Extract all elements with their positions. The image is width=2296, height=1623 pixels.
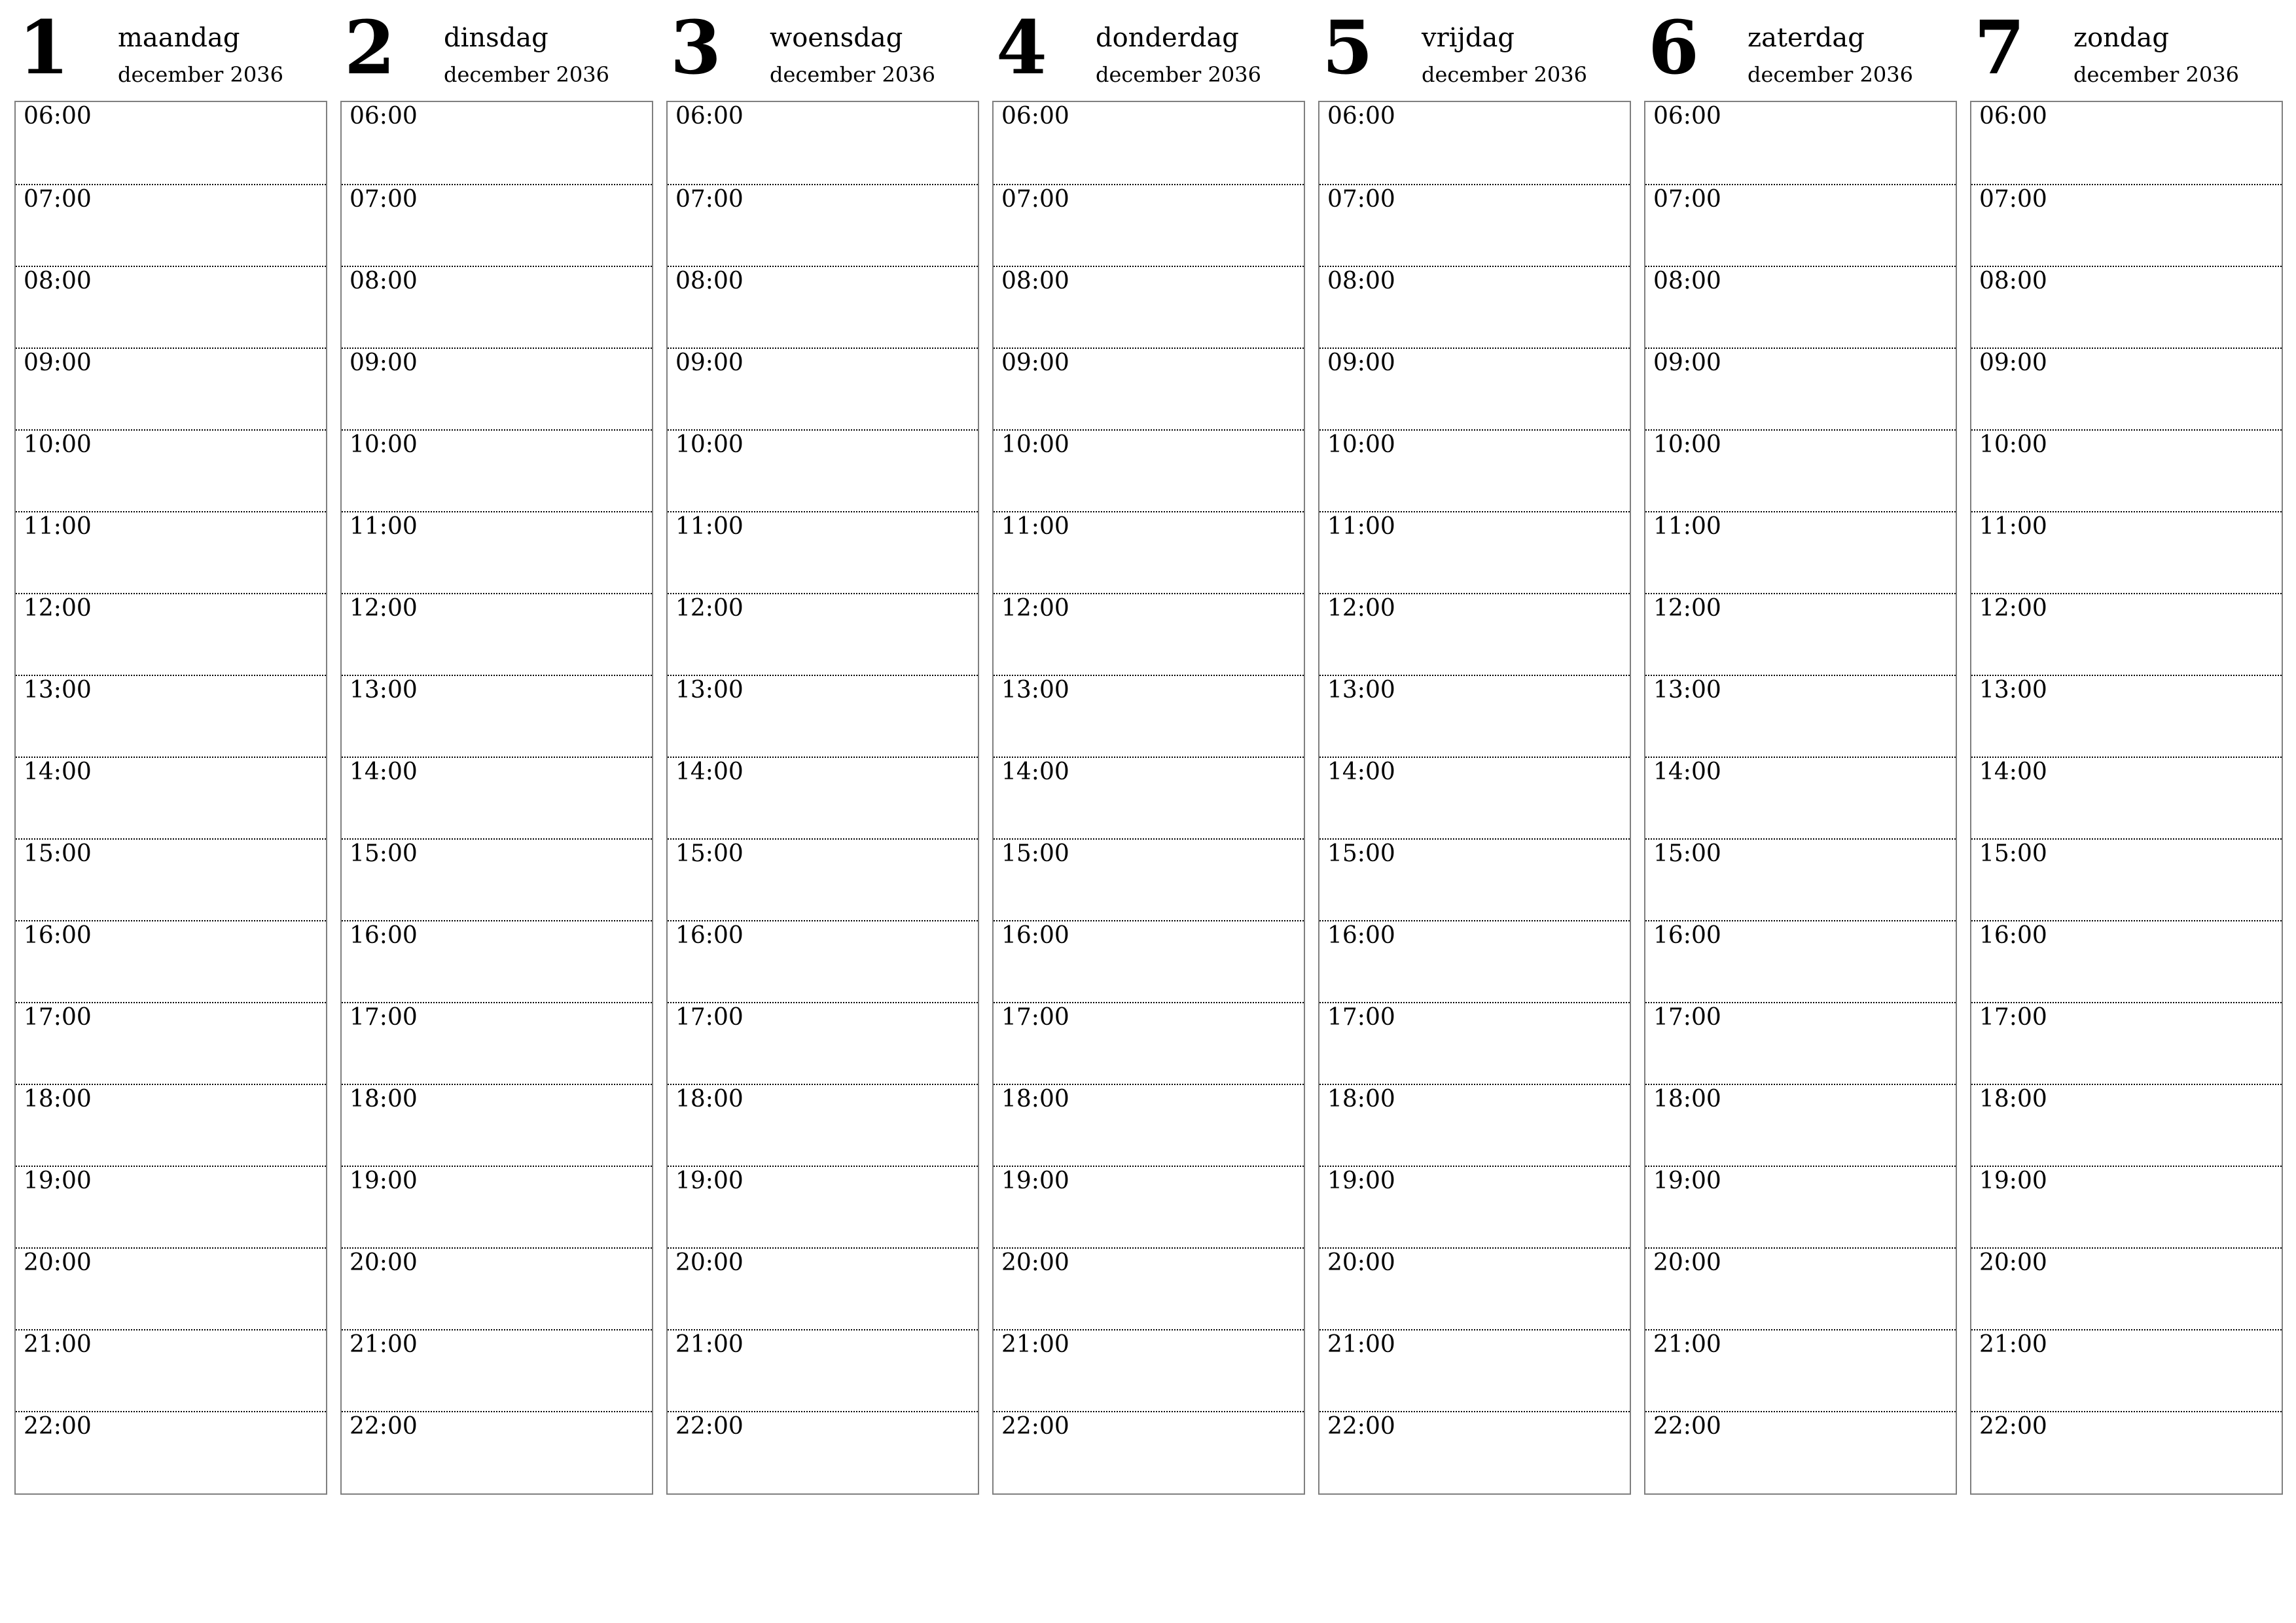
time-slot bbox=[1319, 593, 1630, 675]
time-slot bbox=[1971, 102, 2282, 184]
time-slot bbox=[16, 1329, 326, 1411]
time-label: 15:00 bbox=[675, 840, 744, 867]
time-slot bbox=[342, 593, 652, 675]
time-label: 15:00 bbox=[1001, 840, 1069, 867]
time-slot bbox=[994, 1329, 1304, 1411]
day-header bbox=[992, 0, 1305, 101]
time-slot bbox=[342, 757, 652, 838]
time-slot bbox=[342, 1166, 652, 1247]
day-name: dinsdag bbox=[444, 23, 548, 53]
time-slot bbox=[1971, 429, 2282, 511]
time-label: 22:00 bbox=[1327, 1413, 1395, 1440]
time-slot bbox=[1319, 1002, 1630, 1084]
day-month: december 2036 bbox=[118, 62, 283, 87]
time-slot bbox=[1319, 838, 1630, 920]
time-label: 06:00 bbox=[675, 103, 744, 130]
time-label: 14:00 bbox=[1001, 758, 1069, 785]
time-label: 17:00 bbox=[675, 1004, 744, 1031]
time-label: 07:00 bbox=[675, 186, 744, 213]
time-slot bbox=[342, 1247, 652, 1329]
time-slot bbox=[1645, 838, 1956, 920]
time-slot bbox=[1319, 184, 1630, 266]
time-slot bbox=[994, 593, 1304, 675]
time-slot bbox=[668, 348, 978, 429]
day-number: 2 bbox=[344, 5, 395, 91]
day-month: december 2036 bbox=[444, 62, 609, 87]
time-label: 18:00 bbox=[675, 1086, 744, 1113]
time-label: 08:00 bbox=[24, 268, 92, 294]
day-schedule-box bbox=[992, 101, 1305, 1495]
time-slot bbox=[16, 1411, 326, 1493]
time-slot bbox=[994, 348, 1304, 429]
time-label: 06:00 bbox=[1979, 103, 2047, 130]
time-slot bbox=[342, 1411, 652, 1493]
time-label: 07:00 bbox=[1001, 186, 1069, 213]
time-slot bbox=[16, 1166, 326, 1247]
time-label: 20:00 bbox=[350, 1249, 418, 1276]
time-slot bbox=[668, 1002, 978, 1084]
time-label: 16:00 bbox=[1001, 922, 1069, 949]
time-label: 20:00 bbox=[1001, 1249, 1069, 1276]
time-label: 22:00 bbox=[1979, 1413, 2047, 1440]
time-slot bbox=[342, 429, 652, 511]
time-slot bbox=[1971, 1084, 2282, 1166]
time-slot bbox=[994, 1411, 1304, 1493]
time-label: 11:00 bbox=[24, 513, 92, 540]
day-number: 3 bbox=[670, 5, 721, 91]
time-label: 12:00 bbox=[24, 595, 92, 622]
time-label: 18:00 bbox=[1327, 1086, 1395, 1113]
time-label: 11:00 bbox=[675, 513, 744, 540]
day-header bbox=[1644, 0, 1957, 101]
time-slot bbox=[16, 920, 326, 1002]
time-label: 19:00 bbox=[350, 1168, 418, 1194]
time-slot bbox=[1319, 1166, 1630, 1247]
time-label: 15:00 bbox=[24, 840, 92, 867]
time-label: 07:00 bbox=[24, 186, 92, 213]
day-header bbox=[1970, 0, 2283, 101]
day-column bbox=[992, 0, 1305, 1440]
time-label: 11:00 bbox=[1979, 513, 2047, 540]
time-slot bbox=[16, 1247, 326, 1329]
time-label: 16:00 bbox=[24, 922, 92, 949]
time-label: 08:00 bbox=[1979, 268, 2047, 294]
day-column bbox=[1644, 0, 1957, 1440]
time-slot bbox=[1971, 838, 2282, 920]
time-label: 15:00 bbox=[1979, 840, 2047, 867]
time-label: 07:00 bbox=[1653, 186, 1721, 213]
time-slot bbox=[342, 184, 652, 266]
time-label: 12:00 bbox=[675, 595, 744, 622]
time-slot bbox=[1971, 1002, 2282, 1084]
day-schedule-box bbox=[666, 101, 979, 1495]
time-slot bbox=[668, 675, 978, 757]
time-slot bbox=[668, 1247, 978, 1329]
time-label: 06:00 bbox=[350, 103, 418, 130]
time-label: 14:00 bbox=[24, 758, 92, 785]
time-slot bbox=[994, 1002, 1304, 1084]
time-slot bbox=[994, 757, 1304, 838]
time-label: 18:00 bbox=[1001, 1086, 1069, 1113]
day-header bbox=[340, 0, 653, 101]
time-label: 14:00 bbox=[350, 758, 418, 785]
time-slot bbox=[1645, 429, 1956, 511]
time-slot bbox=[1971, 593, 2282, 675]
time-slot bbox=[668, 1084, 978, 1166]
time-slot bbox=[342, 1002, 652, 1084]
time-slot bbox=[1645, 348, 1956, 429]
time-label: 09:00 bbox=[1327, 349, 1395, 376]
time-slot bbox=[1645, 757, 1956, 838]
time-label: 06:00 bbox=[1327, 103, 1395, 130]
time-label: 10:00 bbox=[350, 431, 418, 458]
time-label: 21:00 bbox=[1979, 1331, 2047, 1358]
time-label: 12:00 bbox=[1979, 595, 2047, 622]
time-label: 10:00 bbox=[1653, 431, 1721, 458]
time-slot bbox=[342, 348, 652, 429]
time-label: 20:00 bbox=[1979, 1249, 2047, 1276]
time-label: 07:00 bbox=[1327, 186, 1395, 213]
time-label: 14:00 bbox=[1979, 758, 2047, 785]
time-slot bbox=[668, 266, 978, 348]
time-label: 15:00 bbox=[1327, 840, 1395, 867]
time-slot bbox=[342, 920, 652, 1002]
time-slot bbox=[1645, 511, 1956, 593]
day-column bbox=[340, 0, 653, 1440]
time-label: 18:00 bbox=[24, 1086, 92, 1113]
time-slot bbox=[342, 1329, 652, 1411]
time-label: 13:00 bbox=[1001, 677, 1069, 704]
time-label: 22:00 bbox=[1001, 1413, 1069, 1440]
time-slot bbox=[1971, 920, 2282, 1002]
time-slot bbox=[1645, 184, 1956, 266]
time-slot bbox=[668, 511, 978, 593]
time-slot bbox=[994, 675, 1304, 757]
time-label: 09:00 bbox=[350, 349, 418, 376]
time-slot bbox=[16, 266, 326, 348]
time-label: 20:00 bbox=[1653, 1249, 1721, 1276]
time-label: 12:00 bbox=[1327, 595, 1395, 622]
time-slot bbox=[994, 511, 1304, 593]
time-label: 08:00 bbox=[1001, 268, 1069, 294]
time-slot bbox=[1645, 102, 1956, 184]
time-slot bbox=[16, 593, 326, 675]
time-slot bbox=[994, 838, 1304, 920]
time-slot bbox=[668, 1329, 978, 1411]
time-label: 17:00 bbox=[1653, 1004, 1721, 1031]
time-label: 18:00 bbox=[1653, 1086, 1721, 1113]
time-slot bbox=[1645, 920, 1956, 1002]
time-label: 20:00 bbox=[1327, 1249, 1395, 1276]
time-slot bbox=[1645, 675, 1956, 757]
time-label: 09:00 bbox=[1653, 349, 1721, 376]
time-slot bbox=[1319, 1084, 1630, 1166]
day-column bbox=[14, 0, 327, 1440]
time-slot bbox=[342, 675, 652, 757]
time-label: 08:00 bbox=[1653, 268, 1721, 294]
time-label: 14:00 bbox=[675, 758, 744, 785]
day-month: december 2036 bbox=[1096, 62, 1261, 87]
time-label: 16:00 bbox=[1327, 922, 1395, 949]
day-number: 4 bbox=[996, 5, 1047, 91]
time-label: 06:00 bbox=[1001, 103, 1069, 130]
day-header bbox=[666, 0, 979, 101]
day-schedule-box bbox=[1970, 101, 2283, 1495]
time-slot bbox=[1971, 184, 2282, 266]
time-label: 10:00 bbox=[1001, 431, 1069, 458]
time-slot bbox=[1319, 102, 1630, 184]
time-label: 12:00 bbox=[1653, 595, 1721, 622]
time-label: 09:00 bbox=[1979, 349, 2047, 376]
time-label: 08:00 bbox=[1327, 268, 1395, 294]
time-label: 09:00 bbox=[24, 349, 92, 376]
time-slot bbox=[1319, 675, 1630, 757]
time-label: 06:00 bbox=[1653, 103, 1721, 130]
time-slot bbox=[1645, 1166, 1956, 1247]
time-label: 13:00 bbox=[1653, 677, 1721, 704]
time-slot bbox=[668, 593, 978, 675]
time-slot bbox=[1319, 1329, 1630, 1411]
time-label: 13:00 bbox=[1327, 677, 1395, 704]
time-label: 11:00 bbox=[1001, 513, 1069, 540]
time-slot bbox=[1971, 757, 2282, 838]
time-label: 13:00 bbox=[350, 677, 418, 704]
time-slot bbox=[668, 1411, 978, 1493]
time-label: 10:00 bbox=[675, 431, 744, 458]
time-label: 21:00 bbox=[350, 1331, 418, 1358]
time-label: 22:00 bbox=[675, 1413, 744, 1440]
time-label: 10:00 bbox=[24, 431, 92, 458]
day-schedule-box bbox=[14, 101, 327, 1495]
time-slot bbox=[342, 1084, 652, 1166]
time-slot bbox=[1319, 1411, 1630, 1493]
time-label: 18:00 bbox=[1979, 1086, 2047, 1113]
time-slot bbox=[994, 1247, 1304, 1329]
day-schedule-box bbox=[1644, 101, 1957, 1495]
time-slot bbox=[1645, 593, 1956, 675]
time-slot bbox=[994, 266, 1304, 348]
time-slot bbox=[16, 511, 326, 593]
day-number: 1 bbox=[18, 5, 69, 91]
time-label: 11:00 bbox=[1327, 513, 1395, 540]
time-label: 17:00 bbox=[24, 1004, 92, 1031]
time-slot bbox=[1645, 266, 1956, 348]
time-label: 15:00 bbox=[1653, 840, 1721, 867]
time-slot bbox=[1645, 1002, 1956, 1084]
time-label: 13:00 bbox=[24, 677, 92, 704]
time-slot bbox=[16, 348, 326, 429]
day-column bbox=[1970, 0, 2283, 1440]
time-label: 21:00 bbox=[1653, 1331, 1721, 1358]
time-label: 12:00 bbox=[1001, 595, 1069, 622]
time-slot bbox=[668, 429, 978, 511]
day-column bbox=[666, 0, 979, 1440]
day-month: december 2036 bbox=[1748, 62, 1913, 87]
time-slot bbox=[668, 102, 978, 184]
time-slot bbox=[1645, 1247, 1956, 1329]
time-label: 17:00 bbox=[1327, 1004, 1395, 1031]
time-label: 08:00 bbox=[675, 268, 744, 294]
time-slot bbox=[1319, 511, 1630, 593]
time-label: 16:00 bbox=[1979, 922, 2047, 949]
day-name: donderdag bbox=[1096, 23, 1239, 53]
day-header bbox=[1318, 0, 1631, 101]
time-label: 09:00 bbox=[1001, 349, 1069, 376]
time-label: 19:00 bbox=[1979, 1168, 2047, 1194]
time-label: 06:00 bbox=[24, 103, 92, 130]
time-label: 21:00 bbox=[675, 1331, 744, 1358]
time-label: 15:00 bbox=[350, 840, 418, 867]
time-slot bbox=[994, 429, 1304, 511]
time-label: 16:00 bbox=[675, 922, 744, 949]
time-slot bbox=[16, 429, 326, 511]
time-label: 20:00 bbox=[24, 1249, 92, 1276]
day-schedule-box bbox=[340, 101, 653, 1495]
time-slot bbox=[1319, 920, 1630, 1002]
time-slot bbox=[668, 838, 978, 920]
time-slot bbox=[994, 184, 1304, 266]
time-label: 14:00 bbox=[1653, 758, 1721, 785]
time-slot bbox=[1319, 266, 1630, 348]
time-label: 19:00 bbox=[1001, 1168, 1069, 1194]
time-label: 08:00 bbox=[350, 268, 418, 294]
time-slot bbox=[1971, 1329, 2282, 1411]
day-column bbox=[1318, 0, 1631, 1440]
time-label: 22:00 bbox=[24, 1413, 92, 1440]
time-label: 17:00 bbox=[1001, 1004, 1069, 1031]
time-slot bbox=[1645, 1411, 1956, 1493]
time-slot bbox=[1971, 511, 2282, 593]
time-label: 21:00 bbox=[24, 1331, 92, 1358]
time-label: 10:00 bbox=[1979, 431, 2047, 458]
time-label: 16:00 bbox=[350, 922, 418, 949]
time-label: 19:00 bbox=[24, 1168, 92, 1194]
time-slot bbox=[1319, 1247, 1630, 1329]
time-slot bbox=[668, 184, 978, 266]
time-slot bbox=[1971, 675, 2282, 757]
time-label: 21:00 bbox=[1327, 1331, 1395, 1358]
time-slot bbox=[1971, 1247, 2282, 1329]
day-name: zondag bbox=[2073, 23, 2169, 53]
time-slot bbox=[994, 102, 1304, 184]
day-header bbox=[14, 0, 327, 101]
time-label: 09:00 bbox=[675, 349, 744, 376]
time-label: 10:00 bbox=[1327, 431, 1395, 458]
time-label: 14:00 bbox=[1327, 758, 1395, 785]
day-name: vrijdag bbox=[1422, 23, 1515, 53]
time-label: 16:00 bbox=[1653, 922, 1721, 949]
time-slot bbox=[1971, 1166, 2282, 1247]
time-label: 17:00 bbox=[1979, 1004, 2047, 1031]
time-slot bbox=[16, 1002, 326, 1084]
time-slot bbox=[1971, 266, 2282, 348]
time-slot bbox=[16, 1084, 326, 1166]
time-slot bbox=[668, 757, 978, 838]
day-number: 7 bbox=[1974, 5, 2025, 91]
time-slot bbox=[1645, 1084, 1956, 1166]
time-slot bbox=[1319, 429, 1630, 511]
time-label: 11:00 bbox=[1653, 513, 1721, 540]
time-label: 07:00 bbox=[1979, 186, 2047, 213]
day-name: zaterdag bbox=[1748, 23, 1865, 53]
time-label: 21:00 bbox=[1001, 1331, 1069, 1358]
time-slot bbox=[16, 102, 326, 184]
time-slot bbox=[342, 266, 652, 348]
day-number: 6 bbox=[1648, 5, 1699, 91]
day-number: 5 bbox=[1322, 5, 1373, 91]
time-label: 19:00 bbox=[1653, 1168, 1721, 1194]
time-slot bbox=[1971, 348, 2282, 429]
time-slot bbox=[342, 102, 652, 184]
time-label: 22:00 bbox=[1653, 1413, 1721, 1440]
time-slot bbox=[994, 920, 1304, 1002]
day-name: woensdag bbox=[770, 23, 903, 53]
day-month: december 2036 bbox=[1422, 62, 1587, 87]
time-label: 12:00 bbox=[350, 595, 418, 622]
time-slot bbox=[342, 838, 652, 920]
time-label: 13:00 bbox=[1979, 677, 2047, 704]
time-slot bbox=[994, 1166, 1304, 1247]
time-slot bbox=[1645, 1329, 1956, 1411]
time-slot bbox=[994, 1084, 1304, 1166]
day-month: december 2036 bbox=[770, 62, 935, 87]
time-slot bbox=[16, 757, 326, 838]
time-slot bbox=[342, 511, 652, 593]
day-schedule-box bbox=[1318, 101, 1631, 1495]
time-label: 11:00 bbox=[350, 513, 418, 540]
time-label: 22:00 bbox=[350, 1413, 418, 1440]
time-slot bbox=[1319, 757, 1630, 838]
time-slot bbox=[1319, 348, 1630, 429]
time-label: 13:00 bbox=[675, 677, 744, 704]
time-slot bbox=[668, 1166, 978, 1247]
time-label: 20:00 bbox=[675, 1249, 744, 1276]
time-label: 19:00 bbox=[1327, 1168, 1395, 1194]
time-label: 17:00 bbox=[350, 1004, 418, 1031]
day-name: maandag bbox=[118, 23, 240, 53]
time-slot bbox=[16, 838, 326, 920]
time-slot bbox=[668, 920, 978, 1002]
time-slot bbox=[16, 675, 326, 757]
time-slot bbox=[16, 184, 326, 266]
time-label: 07:00 bbox=[350, 186, 418, 213]
day-month: december 2036 bbox=[2073, 62, 2239, 87]
time-label: 19:00 bbox=[675, 1168, 744, 1194]
time-slot bbox=[1971, 1411, 2282, 1493]
time-label: 18:00 bbox=[350, 1086, 418, 1113]
